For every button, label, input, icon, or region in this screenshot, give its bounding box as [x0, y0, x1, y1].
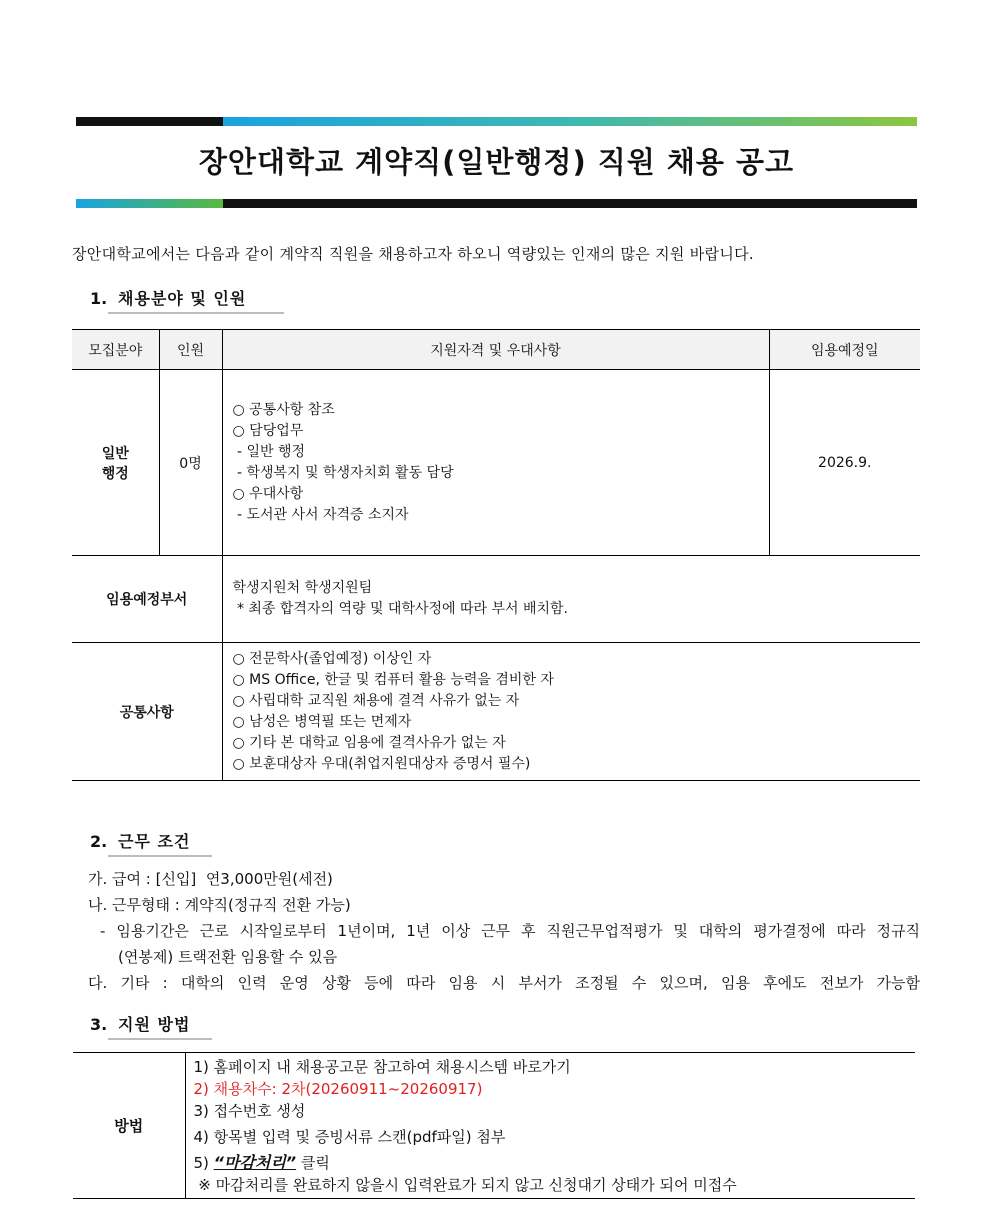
- step-2: 2) 채용차수: 2차(20260911~20260917): [193, 1079, 483, 1098]
- list-item: - 학생복지 및 학생자치회 활동 담당: [232, 464, 454, 481]
- count-cell: 0명: [159, 370, 222, 556]
- section2-heading: [90, 829, 190, 852]
- recruitment-table: [72, 329, 920, 781]
- field-line2: 행정: [101, 465, 129, 482]
- dept-line2: * 최종 합격자의 역량 및 대학사정에 따라 부서 배치함.: [232, 601, 569, 617]
- dept-line1: 학생지원처 학생지원팀: [232, 580, 373, 596]
- method-label: 방법: [73, 1053, 185, 1199]
- list-item: ○ MS Office, 한글 및 컴퓨터 활용 능력을 겸비한 자: [232, 671, 554, 688]
- section2-title: 근무 조건: [118, 832, 191, 851]
- header-field: 모집분야: [72, 330, 159, 370]
- list-item: ○ 전문학사(졸업예정) 이상인 자: [232, 650, 432, 667]
- dept-label: 임용예정부서: [72, 556, 222, 643]
- section3-title: 지원 방법: [118, 1015, 191, 1034]
- table-header-row: [72, 330, 920, 370]
- section3-number: 3.: [90, 1015, 108, 1034]
- condition-period-cont: (연봉제) 트랙전환 임용할 수 있음: [118, 948, 338, 966]
- dept-cell: [222, 556, 920, 643]
- date-cell: 2026.9.: [769, 370, 920, 556]
- step-5: [194, 1152, 916, 1174]
- header-date: 임용예정일: [769, 330, 920, 370]
- step-note: ※ 마감처리를 완료하지 않을시 입력완료가 되지 않고 신청대기 상태가 되어 미접수: [193, 1175, 737, 1194]
- table-row: [72, 370, 920, 556]
- common-label: 공통사항: [72, 643, 222, 781]
- condition-other: 다. 기타 : 대학의 인력 운영 상황 등에 따라 임용 시 부서가 조정될 수 있으며, 임용 후에도 전보가 가능함: [88, 974, 920, 992]
- section1-number: 1.: [90, 289, 108, 308]
- application-method-table: [73, 1052, 915, 1199]
- step-5-prefix: 5): [193, 1153, 214, 1172]
- step-3: 3) 접수번호 생성: [193, 1101, 306, 1120]
- work-conditions: [88, 866, 920, 996]
- section1-title: 채용분야 및 인원: [118, 289, 247, 308]
- list-item: ○ 우대사항: [232, 485, 304, 502]
- field-cell: [72, 370, 159, 556]
- list-item: ○ 기타 본 대학교 임용에 결격사유가 없는 자: [232, 734, 506, 751]
- title-bottom-bar: [76, 199, 917, 208]
- section1-underline: [108, 312, 284, 314]
- step-4: 4) 항목별 입력 및 증빙서류 스캔(pdf파일) 첨부: [193, 1127, 506, 1146]
- section2-underline: [108, 855, 212, 857]
- step-5-emphasis: “마감처리”: [213, 1152, 297, 1172]
- condition-type: 나. 근무형태 : 계약직(정규직 전환 가능): [88, 896, 351, 914]
- intro-text: 장안대학교에서는 다음과 같이 계약직 직원을 채용하고자 하오니 역량있는 인재의 많은 지원 바랍니다.: [72, 245, 755, 263]
- section1-heading: [90, 286, 246, 309]
- section3-heading: [90, 1012, 190, 1035]
- common-cell: [222, 643, 920, 781]
- list-item: ○ 담당업무: [232, 422, 304, 439]
- section2-number: 2.: [90, 832, 108, 851]
- step-1: 1) 홈페이지 내 채용공고문 참고하여 채용시스템 바로가기: [193, 1057, 571, 1076]
- table-row: [73, 1053, 915, 1199]
- method-steps: [185, 1053, 915, 1199]
- section3-underline: [108, 1038, 212, 1040]
- table-row: [72, 643, 920, 781]
- list-item: ○ 남성은 병역필 또는 면제자: [232, 713, 412, 730]
- document-title: 장안대학교 계약직(일반행정) 직원 채용 공고: [198, 145, 795, 179]
- header-count: 인원: [159, 330, 222, 370]
- qualification-cell: [222, 370, 769, 556]
- step-5-suffix: 클릭: [296, 1153, 330, 1172]
- list-item: ○ 보훈대상자 우대(취업지원대상자 증명서 필수): [232, 755, 531, 772]
- list-item: - 도서관 사서 자격증 소지자: [232, 506, 409, 523]
- condition-period: - 임용기간은 근로 시작일로부터 1년이며, 1년 이상 근무 후 직원근무업적평가 및 대학의 평가결정에 따라 정규직: [100, 922, 920, 940]
- list-item: ○ 공통사항 참조: [232, 401, 335, 418]
- header-qualification: 지원자격 및 우대사항: [222, 330, 769, 370]
- condition-salary: 가. 급여 : [신입] 연3,000만원(세전): [88, 870, 333, 888]
- field-line1: 일반: [101, 445, 129, 462]
- title-top-bar: [76, 117, 917, 126]
- list-item: ○ 사립대학 교직원 채용에 결격 사유가 없는 자: [232, 692, 520, 709]
- table-row: [72, 556, 920, 643]
- list-item: - 일반 행정: [232, 443, 305, 460]
